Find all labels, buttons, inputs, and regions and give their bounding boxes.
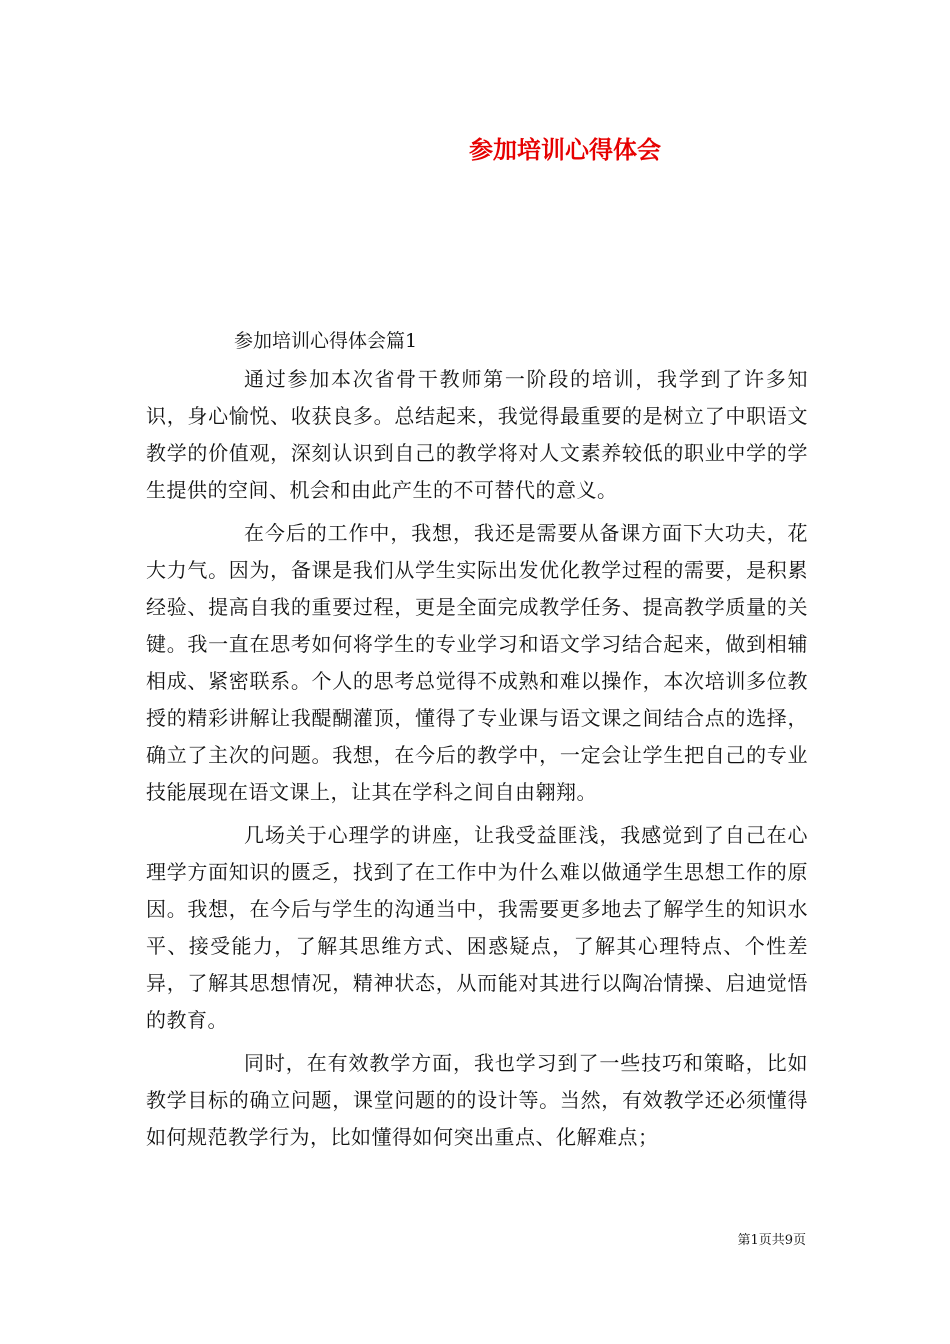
paragraph-4: 同时，在有效教学方面，我也学习到了一些技巧和策略，比如教学目标的确立问题，课堂问题的的设计等。当然，有效教学还必须懂得如何规范教学行为，比如懂得如何突出重点、化解难点； (146, 1051, 808, 1149)
paragraph-3: 几场关于心理学的讲座，让我受益匪浅，我感觉到了自己在心理学方面知识的匮乏，找到了在工作中为什么难以做通学生思想工作的原因。我想，在今后与学生的沟通当中，我需要更多地去了解学生的知识水平、接受能力，了解其思维方式、困惑疑点，了解其心理特点、个性差异，了解其思想情况，精神状态，从而能对其进行以陶冶情操、启迪觉悟的教育。 (146, 823, 808, 1032)
page-number: 第1页共9页 (737, 1233, 806, 1248)
document-body (146, 361, 808, 1162)
section-heading: 参加培训心得体会篇1 (234, 330, 418, 352)
page-title: 参加培训心得体会 (469, 135, 661, 164)
paragraph-2: 在今后的工作中，我想，我还是需要从备课方面下大功夫，花大力气。因为，备课是我们从学生实际出发优化教学过程的需要，是积累经验、提高自我的重要过程，更是全面完成教学任务、提高教学质量的关键。我一直在思考如何将学生的专业学习和语文学习结合起来，做到相辅相成、紧密联系。个人的思考总觉得不成熟和难以操作，本次培训多位教授的精彩讲解让我醍醐灌顶，懂得了专业课与语文课之间结合点的选择，确立了主次的问题。我想，在今后的教学中，一定会让学生把自己的专业技能展现在语文课上，让其在学科之间自由翱翔。 (146, 521, 808, 804)
paragraph-1: 通过参加本次省骨干教师第一阶段的培训，我学到了许多知识，身心愉悦、收获良多。总结起来，我觉得最重要的是树立了中职语文教学的价值观，深刻认识到自己的教学将对人文素养较低的职业中学的学生提供的空间、机会和由此产生的不可替代的意义。 (146, 367, 808, 502)
